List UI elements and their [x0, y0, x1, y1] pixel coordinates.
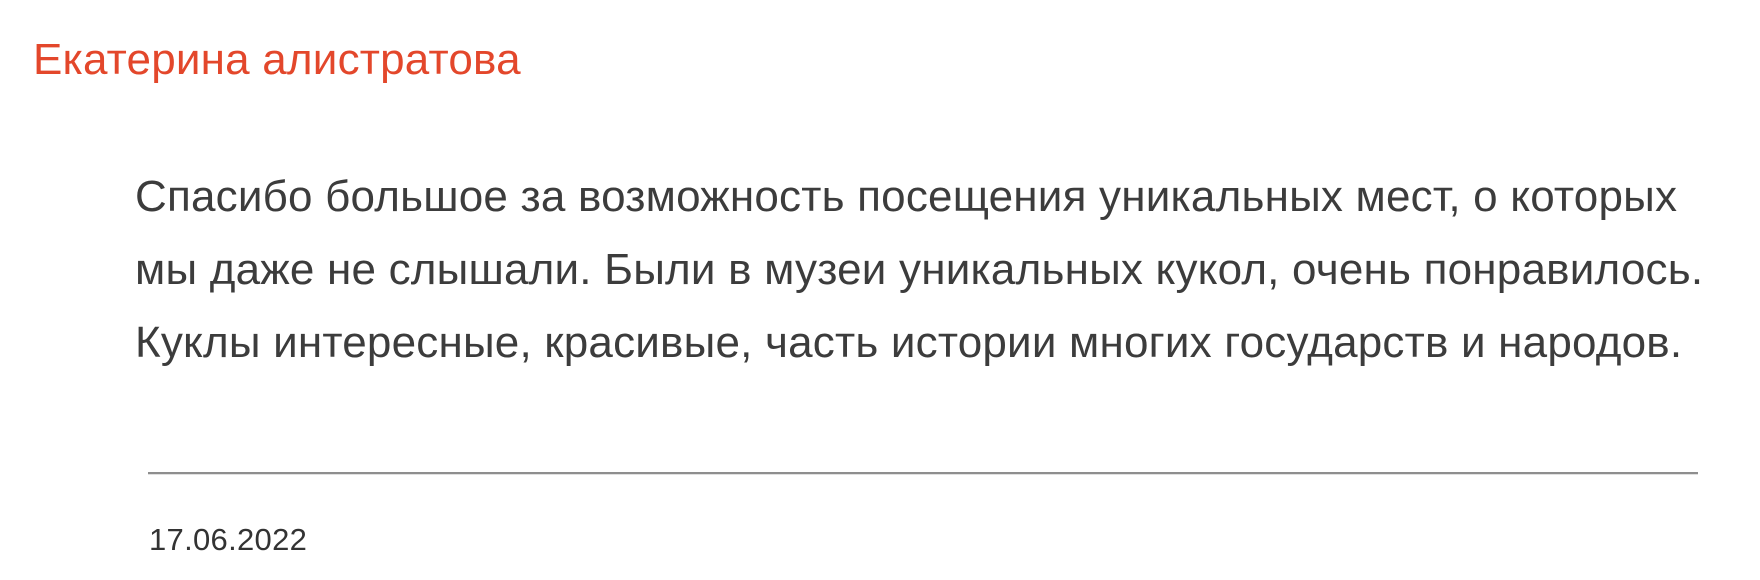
divider: [148, 472, 1698, 474]
review-line: мы даже не слышали. Были в музеи уникальных кукол, очень понравилось.: [135, 245, 1704, 294]
review-line: Куклы интересные, красивые, часть истории многих государств и народов.: [135, 318, 1683, 367]
review-date: 17.06.2022: [149, 522, 308, 557]
author-name: Екатерина алистратова: [33, 35, 521, 84]
review-text: [135, 160, 1704, 379]
review-line: Спасибо большое за возможность посещения уникальных мест, о которых: [135, 172, 1678, 221]
